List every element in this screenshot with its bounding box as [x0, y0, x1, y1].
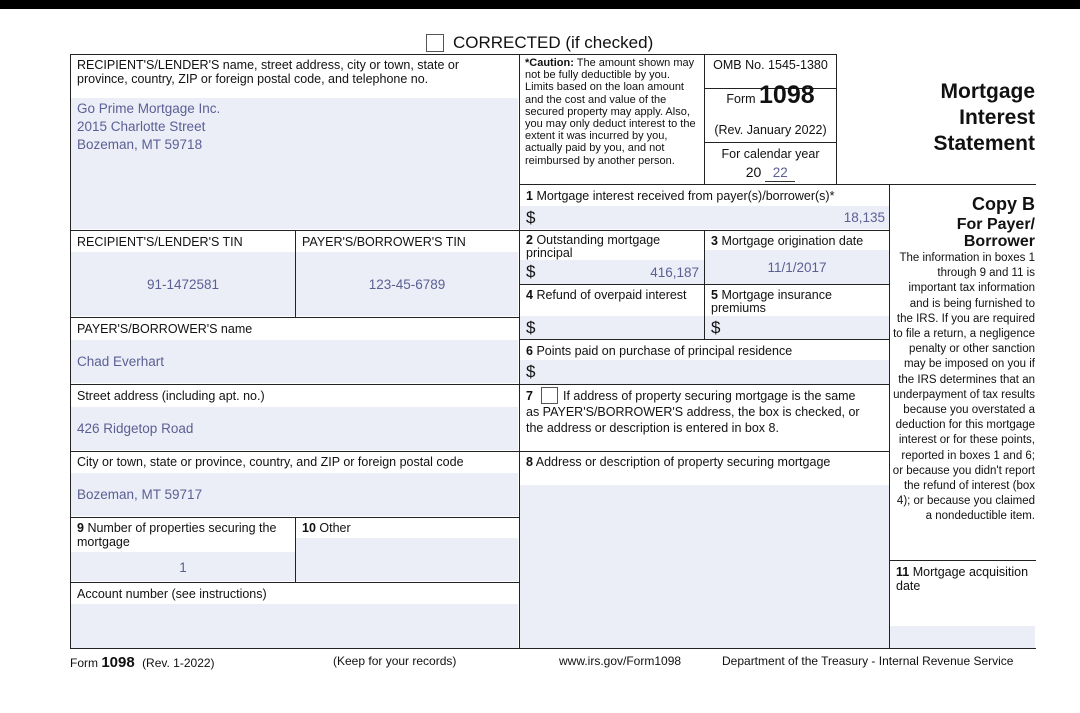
box2-dollar: $	[526, 262, 536, 281]
box7-text-line1: If address of property securing mortgage is the same	[563, 389, 856, 403]
box1-dollar: $	[526, 208, 536, 227]
grid-line	[519, 451, 890, 452]
box6-dollar: $	[526, 362, 536, 381]
footer-form-number: Form 1098 (Rev. 1-2022)	[70, 654, 215, 671]
box9-label: 9 Number of properties securing the mortgage	[77, 521, 277, 549]
copy-title: Copy B	[972, 194, 1035, 214]
corrected-label: CORRECTED (if checked)	[453, 33, 654, 52]
footer-url[interactable]: www.irs.gov/Form1098	[559, 654, 682, 668]
payer-city: Bozeman, MT 59717	[77, 487, 203, 502]
box7-text-line2: as PAYER'S/BORROWER'S address, the box is checked, or	[526, 405, 860, 419]
box2-value: 416,187	[650, 265, 699, 280]
corrected-checkbox[interactable]	[426, 34, 444, 52]
box5-label: 5 Mortgage insurance premiums	[711, 288, 832, 315]
form-rev: (Rev. January 2022)	[714, 123, 827, 137]
payer-name-label: PAYER'S/BORROWER'S name	[77, 322, 253, 336]
grid-line	[70, 384, 520, 385]
box7-checkbox[interactable]	[541, 387, 558, 404]
year-field[interactable]: 22	[765, 165, 795, 182]
grid-line	[704, 230, 705, 340]
top-black-bar	[0, 0, 1080, 9]
box5-dollar: $	[711, 318, 721, 337]
box1-value: 18,135	[843, 210, 885, 225]
calendar-year-label: For calendar year	[721, 147, 820, 161]
box2-label: 2 Outstanding mortgage principal	[526, 233, 661, 260]
recipient-street: 2015 Charlotte Street	[77, 119, 206, 134]
box3-label: 3 Mortgage origination date	[711, 234, 864, 248]
box11-label: 11 Mortgage acquisition date	[896, 565, 1029, 593]
box8-label: 8 Address or description of property securing mortgage	[526, 455, 831, 469]
footer-keep: (Keep for your records)	[333, 654, 457, 668]
box9-value: 1	[179, 560, 187, 575]
payer-tin: 123-45-6789	[368, 277, 446, 292]
calendar-year: 20 22	[704, 164, 837, 182]
recipient-city: Bozeman, MT 59718	[77, 137, 203, 152]
account-number-label: Account number (see instructions)	[77, 587, 267, 601]
form-number-block: Form 1098	[726, 81, 815, 109]
recipient-name-field[interactable]	[71, 98, 518, 229]
copy-subtitle: For Payer/ Borrower	[956, 216, 1035, 250]
box4-label: 4 Refund of overpaid interest	[526, 288, 687, 302]
box6-field[interactable]	[520, 360, 889, 384]
box1-label: 1 Mortgage interest received from payer(s)/borrower(s)*	[526, 189, 835, 203]
payer-city-label: City or town, state or province, country, and ZIP or foreign postal code	[77, 455, 464, 469]
grid-line	[70, 54, 837, 55]
box7-text-line3: the address or description is entered in box 8.	[526, 421, 779, 435]
grid-line	[519, 384, 890, 385]
copy-instructions: The information in boxes 1 through 9 and 11 is important tax information and is being furnished to the IRS. If you are required to file a return, a negligence penalty or other sanction may be imposed on you if the IRS determines that an underpayment of tax results because you overstated a deduction for this mortgage interest or for these points, reported in boxes 1 and 6; or because you didn't report the refund of interest (box 4); or because you claimed a nondeductible item.	[892, 252, 1035, 523]
box3-value: 11/1/2017	[767, 260, 827, 275]
footer-department: Department of the Treasury - Internal Revenue Service	[722, 654, 1014, 668]
caution-text: *Caution: The amount shown may not be fully deductible by you. Limits based on the loan amount and the cost and value of the secured property may apply. Also, you may only deduct interest to the extent it was incurred by you, actually paid by you, and not reimbursed by another person.	[525, 57, 696, 167]
box5-field[interactable]	[705, 316, 889, 339]
box8-field[interactable]	[520, 485, 889, 648]
box10-field[interactable]	[296, 538, 518, 581]
omb-number: OMB No. 1545-1380	[713, 58, 828, 72]
box6-label: 6 Points paid on purchase of principal residence	[526, 344, 793, 358]
payer-street: 426 Ridgetop Road	[77, 421, 194, 436]
recipient-tin-label: RECIPIENT'S/LENDER'S TIN	[77, 235, 243, 249]
recipient-label: RECIPIENT'S/LENDER'S name, street address, city or town, state or province, country, ZIP or foreign postal code, and telephone no.	[77, 58, 459, 86]
grid-line	[889, 560, 1036, 561]
grid-line	[519, 184, 1036, 185]
grid-line	[519, 54, 520, 649]
box4-dollar: $	[526, 318, 536, 337]
box10-label: 10 Other	[302, 521, 351, 535]
grid-line	[295, 517, 296, 583]
recipient-name: Go Prime Mortgage Inc.	[77, 101, 221, 116]
box4-field[interactable]	[520, 316, 704, 339]
grid-line	[704, 142, 837, 143]
account-number-field[interactable]	[71, 604, 518, 648]
form-title: Mortgage Interest Statement	[933, 80, 1035, 155]
grid-line	[70, 451, 520, 452]
box7-number: 7	[526, 389, 533, 403]
box11-field[interactable]	[890, 626, 1035, 648]
grid-line	[70, 648, 1036, 649]
payer-name: Chad Everhart	[77, 354, 165, 369]
recipient-tin: 91-1472581	[146, 277, 220, 292]
payer-street-label: Street address (including apt. no.)	[77, 389, 265, 403]
grid-line	[295, 230, 296, 318]
payer-tin-label: PAYER'S/BORROWER'S TIN	[302, 235, 466, 249]
